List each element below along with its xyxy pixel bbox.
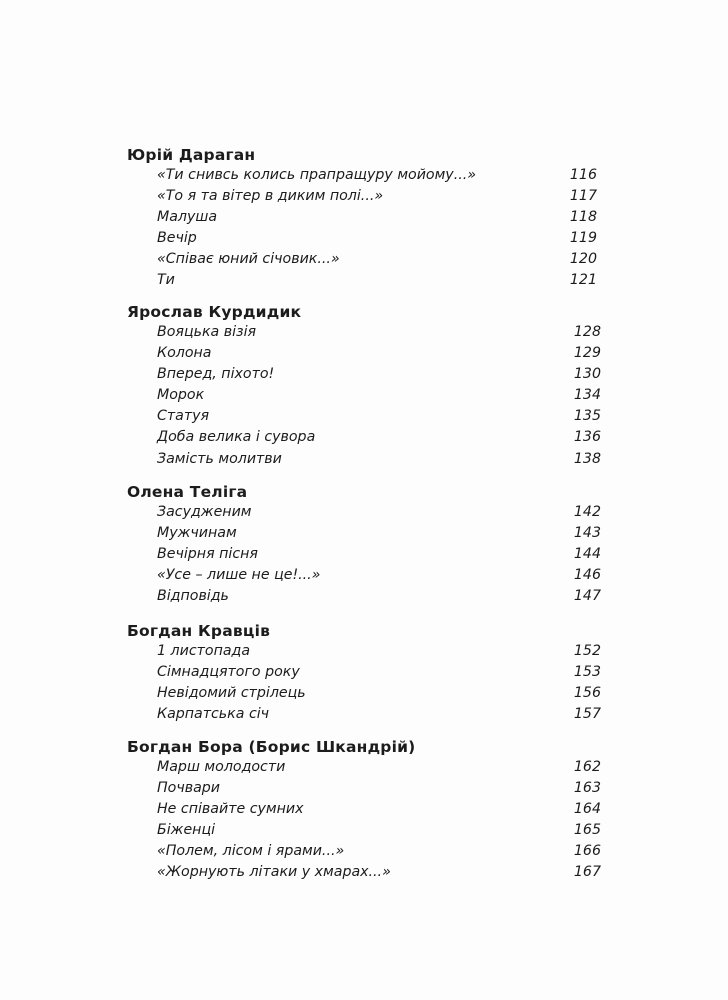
entry-title: «Полем, лісом і ярами...» xyxy=(157,843,345,860)
entry-title: Відповідь xyxy=(157,588,229,605)
entry-title: «Ти снивсь колись прапращуру мойому...» xyxy=(157,167,476,183)
toc-entry xyxy=(127,862,601,883)
toc-entry xyxy=(127,820,601,841)
toc-entry xyxy=(127,544,601,565)
entry-page-number: 128 xyxy=(573,324,601,340)
toc-entry xyxy=(127,322,601,343)
entry-page-number: 134 xyxy=(573,387,601,404)
toc-entry xyxy=(127,385,601,406)
toc-entry xyxy=(127,186,597,207)
toc-entry xyxy=(127,778,601,799)
entry-title: Сімнадцятого року xyxy=(157,664,300,681)
entry-title: Мужчинам xyxy=(157,525,237,542)
entry-page-number: 119 xyxy=(569,230,597,247)
author-heading: Богдан Бора (Борис Шкандрій) xyxy=(127,738,416,756)
toc-entry xyxy=(127,502,601,523)
entry-title: Не співайте сумних xyxy=(157,801,304,818)
entry-page-number: 117 xyxy=(569,188,597,205)
entry-title: Почвари xyxy=(157,780,221,797)
entry-title: Марш молодости xyxy=(157,759,286,775)
entry-title: Статуя xyxy=(157,408,210,425)
toc-entry xyxy=(127,207,597,228)
entry-page-number: 156 xyxy=(573,685,601,702)
entry-page-number: 146 xyxy=(573,567,601,584)
toc-entry xyxy=(127,343,601,364)
toc-section xyxy=(127,302,601,470)
entry-title: «Жорнують літаки у хмарах...» xyxy=(157,864,391,881)
entry-page-number: 162 xyxy=(573,759,601,775)
entry-title: Ти xyxy=(157,272,175,289)
entry-title: Малуша xyxy=(157,209,218,226)
entry-page-number: 116 xyxy=(569,167,597,183)
toc-entry xyxy=(127,427,601,448)
toc-section xyxy=(127,482,601,607)
entry-page-number: 152 xyxy=(573,643,601,659)
entry-title: Карпатська січ xyxy=(157,706,270,723)
entry-title: Засудженим xyxy=(157,504,252,520)
entry-title: Доба велика і сувора xyxy=(157,429,316,446)
toc-section xyxy=(127,621,601,725)
entry-title: 1 листопада xyxy=(157,643,251,659)
entry-title: Біженці xyxy=(157,822,216,839)
entry-title: Замість молитви xyxy=(157,450,282,467)
entry-title: Вояцька візія xyxy=(157,324,257,340)
entry-title: «Усе – лише не це!...» xyxy=(157,567,321,584)
toc-entry xyxy=(127,249,597,270)
entry-page-number: 138 xyxy=(573,450,601,467)
entry-page-number: 153 xyxy=(573,664,601,681)
author-heading: Юрій Дараган xyxy=(127,146,256,164)
toc-entry xyxy=(127,270,597,291)
toc-entry xyxy=(127,683,601,704)
toc-entry xyxy=(127,841,601,862)
toc-entry xyxy=(127,228,597,249)
entry-page-number: 147 xyxy=(573,588,601,605)
toc-entry xyxy=(127,449,601,470)
toc-entry xyxy=(127,565,601,586)
toc-entry xyxy=(127,165,597,186)
author-heading: Богдан Кравців xyxy=(127,622,271,640)
entry-page-number: 129 xyxy=(573,345,601,362)
author-heading: Ярослав Курдидик xyxy=(127,303,302,321)
entry-page-number: 167 xyxy=(573,864,601,881)
toc-entry xyxy=(127,586,601,607)
entry-title: Морок xyxy=(157,387,205,404)
toc-entry xyxy=(127,757,601,778)
toc-section xyxy=(127,737,601,884)
entry-page-number: 136 xyxy=(573,429,601,446)
entry-title: Невідомий стрілець xyxy=(157,685,306,702)
entry-page-number: 135 xyxy=(573,408,601,425)
toc-entry xyxy=(127,523,601,544)
entry-title: «Співає юний січовик...» xyxy=(157,251,340,268)
entry-page-number: 166 xyxy=(573,843,601,860)
entry-page-number: 118 xyxy=(569,209,597,226)
toc-entry xyxy=(127,662,601,683)
entry-page-number: 165 xyxy=(573,822,601,839)
toc-entry xyxy=(127,704,601,725)
entry-page-number: 163 xyxy=(573,780,601,797)
entry-page-number: 143 xyxy=(573,525,601,542)
toc-entry xyxy=(127,641,601,662)
toc-entry xyxy=(127,406,601,427)
author-heading: Олена Теліга xyxy=(127,483,248,501)
entry-title: Вечір xyxy=(157,230,197,247)
entry-page-number: 144 xyxy=(573,546,601,563)
entry-page-number: 120 xyxy=(569,251,597,268)
entry-page-number: 157 xyxy=(573,706,601,723)
entry-title: Колона xyxy=(157,345,212,362)
entry-title: «То я та вітер в диким полі...» xyxy=(157,188,384,205)
entry-page-number: 142 xyxy=(573,504,601,520)
toc-entry xyxy=(127,799,601,820)
entry-title: Вечірня пісня xyxy=(157,546,258,563)
entry-page-number: 130 xyxy=(573,366,601,383)
toc-section xyxy=(127,145,597,292)
toc-entry xyxy=(127,364,601,385)
entry-page-number: 164 xyxy=(573,801,601,818)
entry-title: Вперед, піхото! xyxy=(157,366,275,383)
entry-page-number: 121 xyxy=(569,272,597,289)
